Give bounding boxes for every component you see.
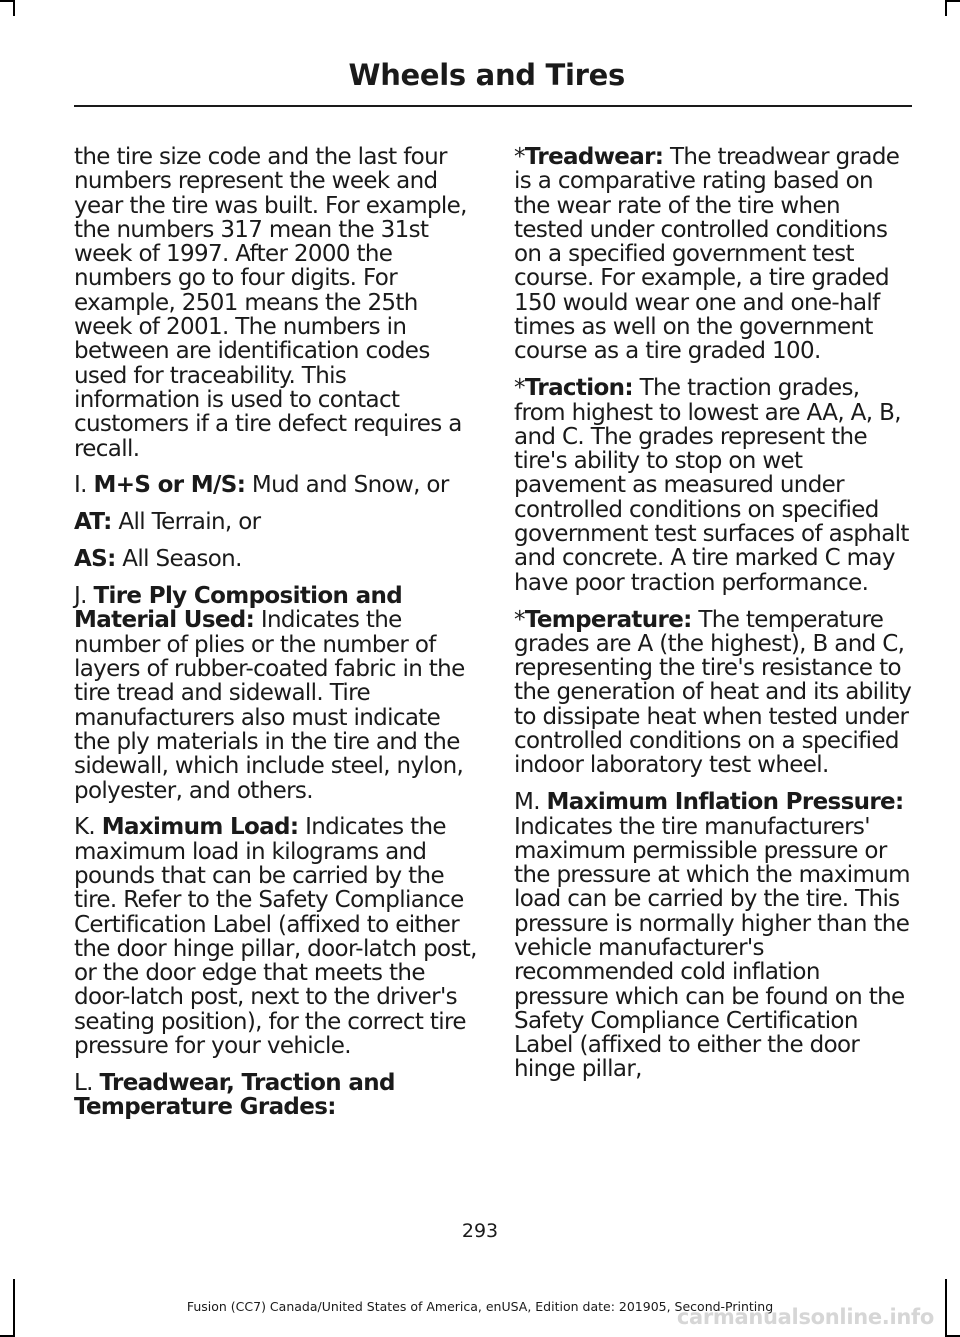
term-label: Maximum Load: bbox=[101, 814, 299, 841]
paragraph-tire-date-code bbox=[74, 145, 478, 461]
item-letter: M. bbox=[514, 789, 547, 816]
item-letter: I. bbox=[74, 472, 94, 499]
bullet-asterisk: * bbox=[514, 375, 525, 402]
term-label: Treadwear: bbox=[524, 144, 664, 170]
paragraph-max-inflation bbox=[514, 790, 912, 1082]
right-column bbox=[514, 145, 912, 1094]
paragraph-mud-snow bbox=[74, 473, 478, 497]
footer-edition-info: Fusion (CC7) Canada/United States of America, enUSA, Edition date: 201905, Second-Printing bbox=[186, 1299, 774, 1314]
paragraph-body: All Terrain, or bbox=[111, 509, 261, 536]
bullet-asterisk: * bbox=[514, 606, 525, 633]
term-label: AS: bbox=[74, 546, 116, 573]
paragraph-ply-composition bbox=[74, 584, 478, 803]
crop-mark-top-left bbox=[13, 0, 15, 16]
paragraph-body: The temperature grades are A (the highest), B and C, representing the tire's resistance to the generation of heat and its ability to dissipate heat when tested under controlled conditions on a specified indoor laboratory test wheel. bbox=[514, 606, 912, 779]
item-letter: K. bbox=[74, 814, 102, 841]
term-label: Treadwear, Traction and Temperature Grades: bbox=[74, 1069, 395, 1121]
item-letter: L. bbox=[74, 1069, 100, 1096]
paragraph-body: The traction grades, from highest to lowest are AA, A, B, and C. The grades represent the tire's ability to stop on wet pavement as measured under controlled conditions on specified government test surfaces of asphalt and concrete. A tire marked C may have poor traction performance. bbox=[514, 375, 909, 596]
term-label: M+S or M/S: bbox=[93, 472, 246, 499]
crop-mark-top-right bbox=[945, 0, 947, 16]
page-number: 293 bbox=[461, 1220, 499, 1242]
paragraph-all-season bbox=[74, 547, 478, 571]
crop-mark-top-left bbox=[0, 0, 14, 2]
term-label: AT: bbox=[74, 509, 112, 536]
paragraph-body: Indicates the tire manufacturers' maximum permissible pressure or the pressure at which the maximum load can be carried by the tire. This pressure is normally higher than the vehicle manufacturer's recommended cold inflation pressure which can be found on the Safety Compliance Certification Label (affixed to either the door hinge pillar, bbox=[514, 813, 910, 1083]
paragraph-temperature bbox=[514, 608, 912, 778]
page-title: Wheels and Tires bbox=[348, 58, 625, 92]
title-divider bbox=[74, 105, 912, 107]
paragraph-all-terrain bbox=[74, 510, 478, 534]
paragraph-traction bbox=[514, 376, 912, 595]
crop-mark-top-right bbox=[946, 0, 960, 2]
paragraph-body: the tire size code and the last four numbers represent the week and year the tire was built. For example, the numbers 317 mean the 31st week of 1997. After 2000 the numbers go to four digits. For example, 2501 means the 25th week of 2001. The numbers in between are identification codes used for traceability. This information is used to contact customers if a tire defect requires a recall. bbox=[74, 144, 467, 462]
paragraph-body: Indicates the maximum load in kilograms and pounds that can be carried by the tire. Refer to the Safety Compliance Certification Label (affixed to either the door hinge pillar, door-latch post, or the door edge that meets the door-latch post, next to the driver's seating position), for the correct tire pressure for your vehicle. bbox=[74, 814, 477, 1060]
paragraph-maximum-load bbox=[74, 815, 478, 1058]
term-label: Temperature: bbox=[524, 606, 692, 633]
paragraph-body: Indicates the number of plies or the number of layers of rubber-coated fabric in the tire tread and sidewall. Tire manufacturers also must indicate the ply materials in the tire and the sidewall, which include steel, nylon, polyester, and others. bbox=[74, 607, 465, 804]
left-column bbox=[74, 145, 478, 1132]
item-letter: J. bbox=[74, 583, 94, 610]
term-label: Traction: bbox=[524, 375, 633, 402]
paragraph-body: All Season. bbox=[115, 546, 242, 573]
paragraph-body: Mud and Snow, or bbox=[245, 472, 449, 499]
term-label: Maximum Inflation Pressure: bbox=[546, 789, 904, 816]
watermark: carmanualsonline.info bbox=[676, 1305, 934, 1329]
bullet-asterisk: * bbox=[514, 144, 525, 170]
paragraph-treadwear bbox=[514, 145, 912, 364]
term-label: Tire Ply Composition and Material Used: bbox=[74, 583, 403, 634]
paragraph-body: The treadwear grade is a comparative rating based on the wear rate of the tire when tested under controlled conditions on a specified government test course. For example, a tire graded 150 would wear one and one-half times as well on the government course as a tire graded 100. bbox=[514, 144, 900, 365]
paragraph-grades-heading bbox=[74, 1071, 478, 1120]
